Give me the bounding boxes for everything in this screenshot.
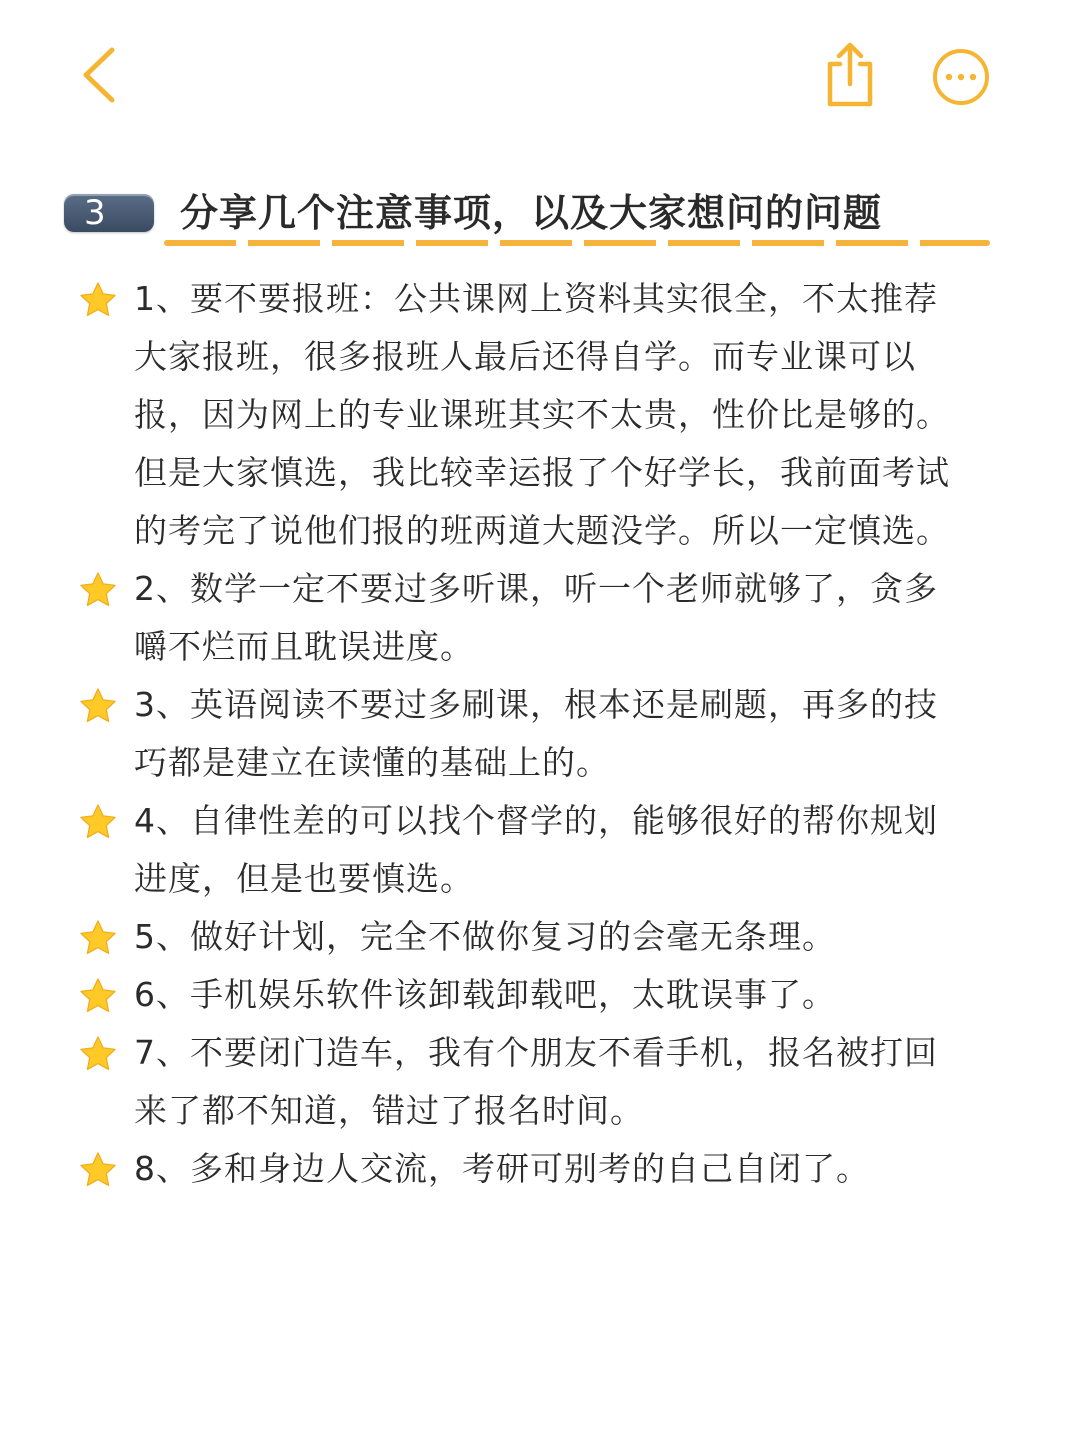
share-button[interactable] xyxy=(818,40,882,110)
chevron-left-icon xyxy=(72,42,132,108)
list-item xyxy=(76,1024,954,1140)
star-icon xyxy=(78,977,118,1015)
star-icon xyxy=(78,687,118,725)
more-options-button[interactable] xyxy=(930,46,992,108)
star-icon xyxy=(78,803,118,841)
tip-text: 6、手机娱乐软件该卸载卸载吧，太耽误事了。 xyxy=(134,975,836,1014)
list-item xyxy=(76,270,954,560)
section-header xyxy=(60,182,1000,254)
share-icon xyxy=(818,40,882,110)
section-title: 分享几个注意事项，以及大家想问的问题 xyxy=(180,191,883,235)
more-horizontal-icon xyxy=(930,46,992,108)
list-item xyxy=(76,966,954,1024)
tip-text: 2、数学一定不要过多听课，听一个老师就够了，贪多嚼不烂而且耽误进度。 xyxy=(134,569,938,666)
tip-text: 3、英语阅读不要过多刷课，根本还是刷题，再多的技巧都是建立在读懂的基础上的。 xyxy=(134,685,938,782)
list-item xyxy=(76,676,954,792)
star-icon xyxy=(78,571,118,609)
tip-text: 5、做好计划，完全不做你复习的会毫无条理。 xyxy=(134,917,836,956)
title-underline xyxy=(164,240,990,246)
section-number-badge: 3 xyxy=(64,194,154,232)
back-button[interactable] xyxy=(72,42,132,108)
star-icon xyxy=(78,1035,118,1073)
list-item xyxy=(76,1140,954,1198)
list-item xyxy=(76,908,954,966)
tips-list xyxy=(76,270,976,1198)
star-icon xyxy=(78,1151,118,1189)
tip-text: 4、自律性差的可以找个督学的，能够很好的帮你规划进度，但是也要慎选。 xyxy=(134,801,938,898)
tip-text: 7、不要闭门造车，我有个朋友不看手机，报名被打回来了都不知道，错过了报名时间。 xyxy=(134,1033,938,1130)
list-item xyxy=(76,792,954,908)
top-bar xyxy=(0,0,1080,150)
tip-text: 8、多和身边人交流，考研可别考的自己自闭了。 xyxy=(134,1149,870,1188)
tip-text: 1、要不要报班：公共课网上资料其实很全，不太推荐大家报班，很多报班人最后还得自学。而专业课可以报，因为网上的专业课班其实不太贵，性价比是够的。但是大家慎选，我比较幸运报了个好学长，我前面考试的考完了说他们报的班两道大题没学。所以一定慎选。 xyxy=(134,279,950,550)
star-icon xyxy=(78,281,118,319)
list-item xyxy=(76,560,954,676)
star-icon xyxy=(78,919,118,957)
